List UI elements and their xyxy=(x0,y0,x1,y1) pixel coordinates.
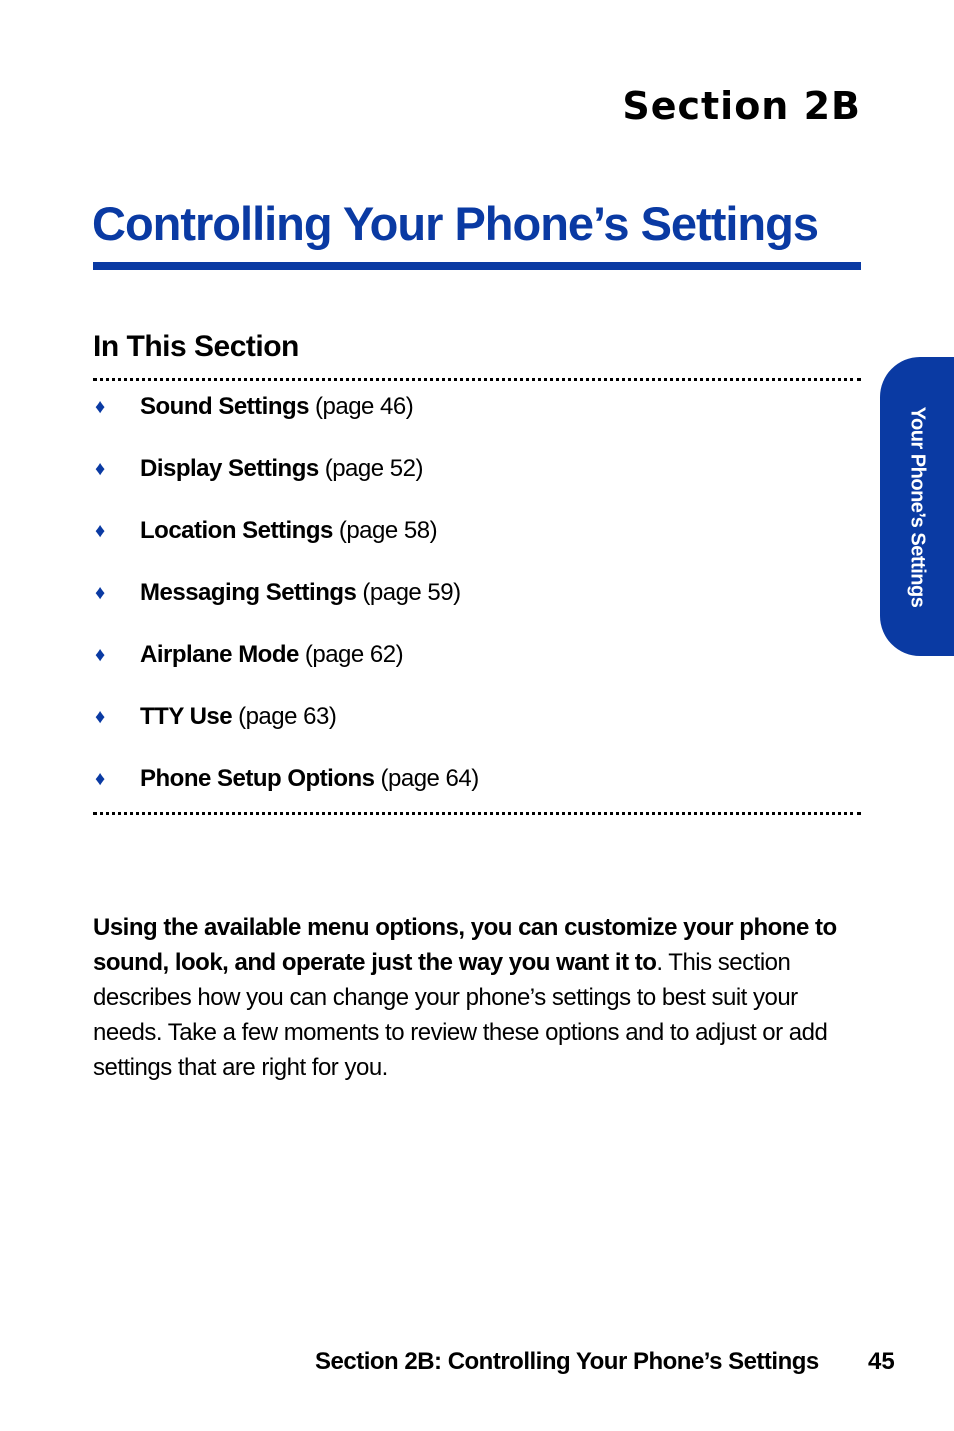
diamond-bullet-icon: ♦ xyxy=(95,520,105,542)
topic-name: TTY Use xyxy=(140,703,233,730)
topic-name: Phone Setup Options xyxy=(140,765,375,792)
topic-name: Airplane Mode xyxy=(140,641,299,668)
list-item xyxy=(93,703,853,765)
list-item xyxy=(93,765,853,827)
intro-paragraph xyxy=(93,910,853,1085)
topic-page-ref: (page 63) xyxy=(238,703,337,730)
title-rule xyxy=(93,262,861,270)
topic-page-ref: (page 52) xyxy=(324,455,423,482)
dotted-divider-top xyxy=(93,378,861,381)
footer-section-title: Section 2B: Controlling Your Phone’s Settings xyxy=(315,1348,819,1375)
list-item xyxy=(93,455,853,517)
topic-page-ref: (page 46) xyxy=(315,393,414,420)
topic-name: Location Settings xyxy=(140,517,333,544)
diamond-bullet-icon: ♦ xyxy=(95,458,105,480)
chapter-title: Controlling Your Phone’s Settings xyxy=(92,197,818,250)
topic-page-ref: (page 59) xyxy=(362,579,461,606)
list-item xyxy=(93,641,853,703)
intro-lead-text: Using the available menu options, you can customize your phone to sound, look, and operate just the way you want it to xyxy=(93,914,837,976)
section-contents-list xyxy=(93,393,853,827)
diamond-bullet-icon: ♦ xyxy=(95,768,105,790)
topic-page-ref: (page 58) xyxy=(338,517,438,544)
page-number: 45 xyxy=(868,1348,895,1375)
diamond-bullet-icon: ♦ xyxy=(95,644,105,666)
side-tab-label: Your Phone’s Settings xyxy=(906,406,929,607)
topic-name: Sound Settings xyxy=(140,393,309,420)
topic-page-ref: (page 64) xyxy=(380,765,479,792)
in-this-section-heading: In This Section xyxy=(93,330,299,363)
topic-name: Display Settings xyxy=(140,455,319,482)
list-item xyxy=(93,517,853,579)
dotted-divider-bottom xyxy=(93,812,861,815)
topic-name: Messaging Settings xyxy=(140,579,357,606)
side-tab xyxy=(880,357,954,656)
list-item xyxy=(93,393,853,455)
list-item xyxy=(93,579,853,641)
intro-body-text: . This section describes how you can change your phone’s settings to best suit your needs. Take a few moments to review these options and to adjust or add settings that are right for you. xyxy=(93,949,828,1081)
diamond-bullet-icon: ♦ xyxy=(95,582,105,604)
diamond-bullet-icon: ♦ xyxy=(95,706,105,728)
section-label: Section 2B xyxy=(622,84,861,128)
topic-page-ref: (page 62) xyxy=(304,641,404,668)
diamond-bullet-icon: ♦ xyxy=(95,396,105,418)
